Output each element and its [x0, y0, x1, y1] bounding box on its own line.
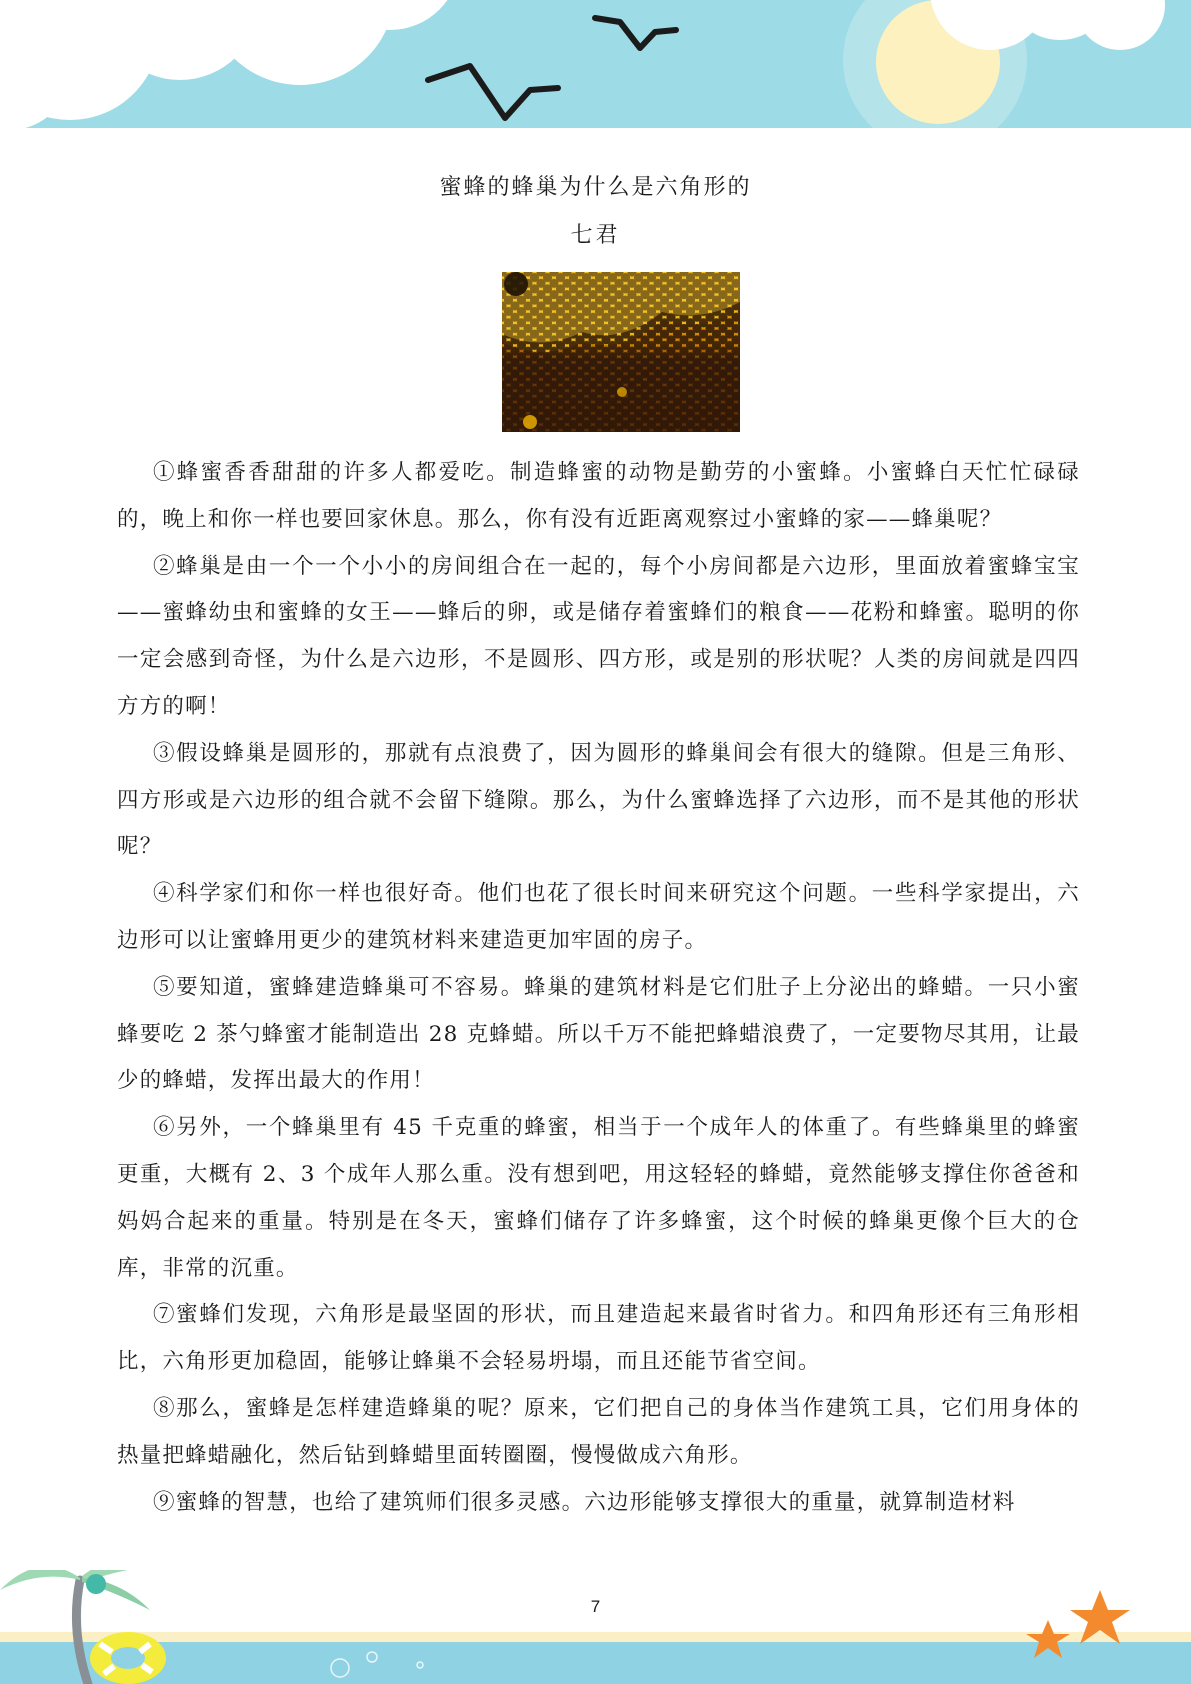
header-decoration [0, 0, 1191, 135]
sea-strip [0, 1642, 1191, 1684]
paragraph-1: ①蜂蜜香香甜甜的许多人都爱吃。制造蜂蜜的动物是勤劳的小蜜蜂。小蜜蜂白天忙忙碌碌的，晚上和你一样也要回家休息。那么，你有没有近距离观察过小蜜蜂的家——蜂巢呢？ [117, 460, 1080, 532]
paragraph-8: ⑧那么，蜜蜂是怎样建造蜂巢的呢？原来，它们把自己的身体当作建筑工具，它们用身体的热量把蜂蜡融化，然后钻到蜂蜡里面转圈圈，慢慢做成六角形。 [117, 1395, 1080, 1468]
paragraph-5: ⑤要知道，蜜蜂建造蜂巢可不容易。蜂巢的建筑材料是它们肚子上分泌出的蜂蜡。一只小蜜蜂要吃 2 茶勺蜂蜜才能制造出 28 克蜂蜡。所以千万不能把蜂蜡浪费了，一定要物尽其用，让最少的蜂蜡，发挥出最大的作用！ [117, 974, 1080, 1094]
article-author: 七君 [570, 223, 621, 248]
swim-ring-icon [90, 1632, 166, 1684]
article-body [117, 450, 1080, 1526]
sand-strip [0, 1632, 1191, 1642]
paragraph-9: ⑨蜜蜂的智慧，也给了建筑师们很多灵感。六边形能够支撑很大的重量，就算制造材料 [153, 1489, 1016, 1515]
article-title: 蜜蜂的蜂巢为什么是六角形的 [439, 175, 752, 200]
paragraph-7: ⑦蜜蜂们发现，六角形是最坚固的形状，而且建造起来最省时省力。和四角形还有三角形相比，六角形更加稳固，能够让蜂巢不会轻易坍塌，而且还能节省空间。 [117, 1302, 1080, 1375]
footer-decoration [0, 1570, 1191, 1684]
page-number: 7 [590, 1597, 601, 1616]
paragraph-6: ⑥另外，一个蜂巢里有 45 千克重的蜂蜜，相当于一个成年人的体重了。有些蜂巢里的蜂蜜更重，大概有 2、3 个成年人那么重。没有想到吧，用这轻轻的蜂蜡，竟然能够支撑住你爸爸和妈妈合起来的重量。特别是在冬天，蜜蜂们储存了许多蜂蜜，这个时候的蜂巢更像个巨大的仓库，非常的沉重。 [117, 1115, 1080, 1281]
honeycomb-photo [502, 272, 740, 432]
paragraph-3: ③假设蜂巢是圆形的，那就有点浪费了，因为圆形的蜂巢间会有很大的缝隙。但是三角形、四方形或是六边形的组合就不会留下缝隙。那么，为什么蜜蜂选择了六边形，而不是其他的形状呢？ [117, 740, 1080, 860]
paragraph-4: ④科学家们和你一样也很好奇。他们也花了很长时间来研究这个问题。一些科学家提出，六边形可以让蜜蜂用更少的建筑材料来建造更加牢固的房子。 [117, 881, 1080, 953]
paragraph-2: ②蜂巢是由一个一个小小的房间组合在一起的，每个小房间都是六边形，里面放着蜜蜂宝宝——蜜蜂幼虫和蜜蜂的女王——蜂后的卵，或是储存着蜜蜂们的粮食——花粉和蜂蜜。聪明的你一定会感到奇怪，为什么是六边形，不是圆形、四方形，或是别的形状呢？人类的房间就是四四方方的啊！ [117, 553, 1080, 719]
